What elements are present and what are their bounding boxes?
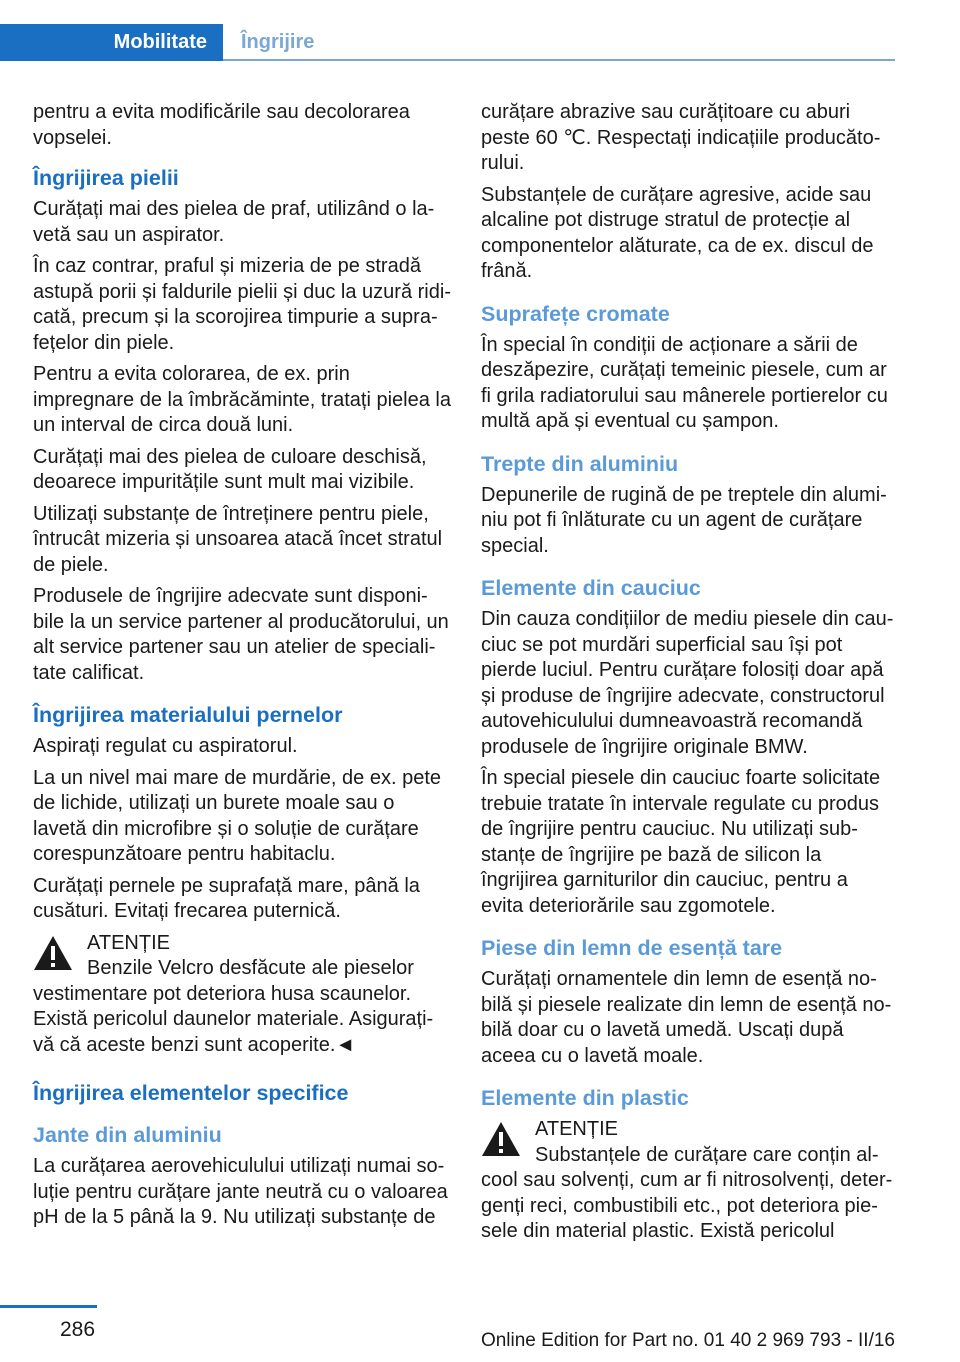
warning-text: Benzile Velcro desfăcute ale pieselor vestimentare pot deteriora husa scaunelor. Există pericolul daunelor materiale. Asigurați-vă că aceste benzi sunt acoperite.◄ <box>33 957 434 1056</box>
subsection-heading: Elemente din plastic <box>481 1086 689 1110</box>
footer-rule <box>0 1305 97 1308</box>
paragraph: pentru a evita modificările sau decolorarea vopselei. <box>33 101 410 149</box>
edition-footer: Online Edition for Part no. 01 40 2 969 793 - II/16 <box>480 1330 895 1351</box>
subsection-heading: Jante din aluminiu <box>33 1123 222 1147</box>
warning-block <box>481 1117 895 1245</box>
warning-heading: ATENȚIE <box>87 931 170 954</box>
paragraph: Substanțele de curățare agresive, acide sau alcaline pot distruge stratul de protecție al componentelor alăturate, ca de ex. discul de frână. <box>481 183 874 282</box>
paragraph: Pentru a evita colorarea, de ex. prin impregnare de la îmbrăcăminte, tratați pielea la un interval de circa două luni. <box>33 363 451 436</box>
paragraph: Produsele de îngrijire adecvate sunt disponibile la un service partener al producătorului, un alt service partener sau un atelier de specialitate calificat. <box>33 585 449 684</box>
paragraph: Utilizați substanțe de întreținere pentru piele, întrucât mizeria și unsoarea atacă încet stratul de piele. <box>33 502 443 576</box>
warning-text: Substanțele de curățare care conțin alcool sau solvenți, cum ar fi nitrosolvenți, detergenți reci, combustibili etc., pot deteriora piesele din material plastic. Există pericolul <box>481 1143 893 1242</box>
header-underline <box>223 59 895 61</box>
paragraph: În special în condiții de acționare a sării de deszăpezire, curățați temeinic piesele, cum ar fi grila radiatorului sau mânerele portierelor cu multă apă și eventual cu șampon. <box>481 333 888 432</box>
page-number: 286 <box>60 1318 96 1341</box>
tab-ingrijire[interactable]: Îngrijire <box>241 31 315 53</box>
warning-triangle-icon <box>481 1121 521 1157</box>
right-column <box>481 100 895 1251</box>
paragraph: În special piesele din cauciuc foarte solicitate trebuie tratate în intervale regulate cu produs de îngrijire pentru cauciuc. Nu utilizați substanțe de îngrijire pe bază de silicon la îngrijirea garniturilor din cauciuc, pentru a evita deteriorările sau zgomotele. <box>481 767 881 917</box>
tab-mobilitate[interactable]: Mobilitate <box>0 24 223 61</box>
paragraph: Curățați pernele pe suprafață mare, până la cusături. Evitați frecarea puternică. <box>33 874 420 922</box>
paragraph: Din cauza condițiilor de mediu piesele din cauciuc se pot murdări superficial sau își pot pierde luciul. Pentru curățare folosiți doar apă și produse de îngrijire adecvate, constructorul autovehiculului dumneavoastră recomandă produsele de îngrijire originale BMW. <box>481 608 894 758</box>
subsection-heading: Elemente din cauciuc <box>481 576 701 600</box>
subsection-heading: Suprafețe cromate <box>481 301 670 326</box>
section-heading: Îngrijirea elementelor specifice <box>33 1081 349 1105</box>
paragraph: curățare abrazive sau curățitoare cu aburi peste 60 ℃. Respectați indicațiile producătorului. <box>481 101 881 174</box>
paragraph: Curățați ornamentele din lemn de esență nobilă și piesele realizate din lemn de esență nobilă doar cu o lavetă umedă. Uscați după aceea cu o lavetă moale. <box>481 968 892 1067</box>
section-heading: Îngrijirea materialului pernelor <box>33 703 343 727</box>
paragraph: Aspirați regulat cu aspiratorul. <box>33 735 298 757</box>
paragraph: Curățați mai des pielea de praf, utilizând o lavetă sau un aspirator. <box>33 198 435 246</box>
warning-block <box>33 931 451 1059</box>
warning-heading: ATENȚIE <box>535 1118 618 1140</box>
paragraph: La un nivel mai mare de murdărie, de ex. pete de lichide, utilizați un burete moale sau o lavetă din microfibre și o soluție de curățare corespunzătoare pentru habitaclu. <box>33 766 441 865</box>
paragraph: Curățați mai des pielea de culoare deschisă, deoarece impuritățile sunt mult mai vizibile. <box>33 445 427 493</box>
paragraph: La curățarea aerovehiculului utilizați numai soluție pentru curățare jante neutră cu o valoarea pH de la 5 până la 9. Nu utilizați substanțe de <box>33 1155 448 1228</box>
section-heading: Îngrijirea pielii <box>33 166 179 190</box>
subsection-heading: Piese din lemn de esență tare <box>481 936 783 960</box>
warning-triangle-icon <box>33 935 73 971</box>
chapter-header <box>0 24 895 61</box>
subsection-heading: Trepte din aluminiu <box>481 451 679 476</box>
left-column <box>33 100 451 1237</box>
paragraph: Depunerile de rugină de pe treptele din aluminiu pot fi înlăturate cu un agent de curățare special. <box>481 483 887 557</box>
paragraph: În caz contrar, praful și mizeria de pe stradă astupă porii și faldurile pielii și duc la uzură ridicată, precum și la scorojirea timpurie a suprafețelor din piele. <box>33 255 451 354</box>
